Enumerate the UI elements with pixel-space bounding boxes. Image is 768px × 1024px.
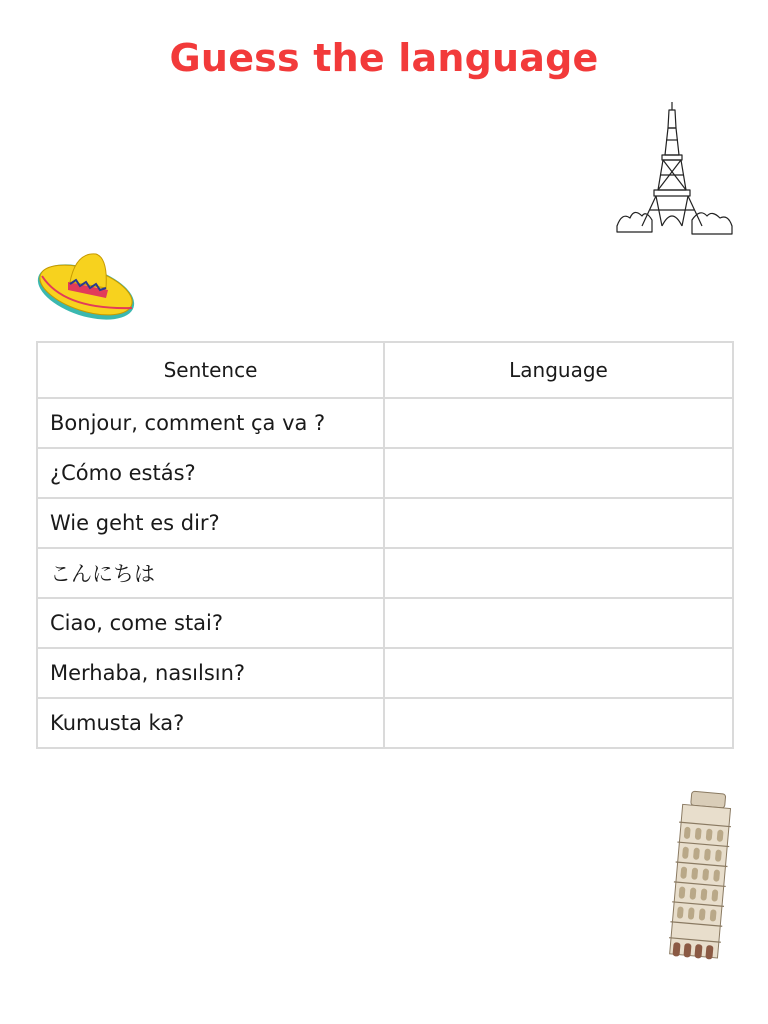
header-language: Language	[384, 342, 733, 398]
table-row	[37, 498, 733, 548]
table-row	[37, 698, 733, 748]
sentence-cell: Wie geht es dir?	[37, 498, 384, 548]
sentence-cell: Bonjour, comment ça va ?	[37, 398, 384, 448]
table-row	[37, 648, 733, 698]
header-sentence: Sentence	[37, 342, 384, 398]
language-answer-cell[interactable]	[384, 448, 733, 498]
language-answer-cell[interactable]	[384, 498, 733, 548]
sentence-cell: こんにちは	[37, 548, 384, 598]
language-answer-cell[interactable]	[384, 698, 733, 748]
sentence-cell: ¿Cómo estás?	[37, 448, 384, 498]
language-answer-cell[interactable]	[384, 648, 733, 698]
table-row	[37, 598, 733, 648]
page-title: Guess the language	[169, 36, 599, 80]
sentence-cell: Merhaba, nasılsın?	[37, 648, 384, 698]
language-table	[36, 341, 734, 749]
sentence-cell: Ciao, come stai?	[37, 598, 384, 648]
eiffel-tower-icon	[612, 100, 736, 240]
table-row	[37, 548, 733, 598]
sombrero-icon	[34, 248, 142, 328]
sentence-cell: Kumusta ka?	[37, 698, 384, 748]
table-row	[37, 398, 733, 448]
leaning-tower-of-pisa-icon	[660, 790, 736, 975]
table-row	[37, 448, 733, 498]
language-answer-cell[interactable]	[384, 398, 733, 448]
language-answer-cell[interactable]	[384, 548, 733, 598]
language-answer-cell[interactable]	[384, 598, 733, 648]
table-header-row	[37, 342, 733, 398]
